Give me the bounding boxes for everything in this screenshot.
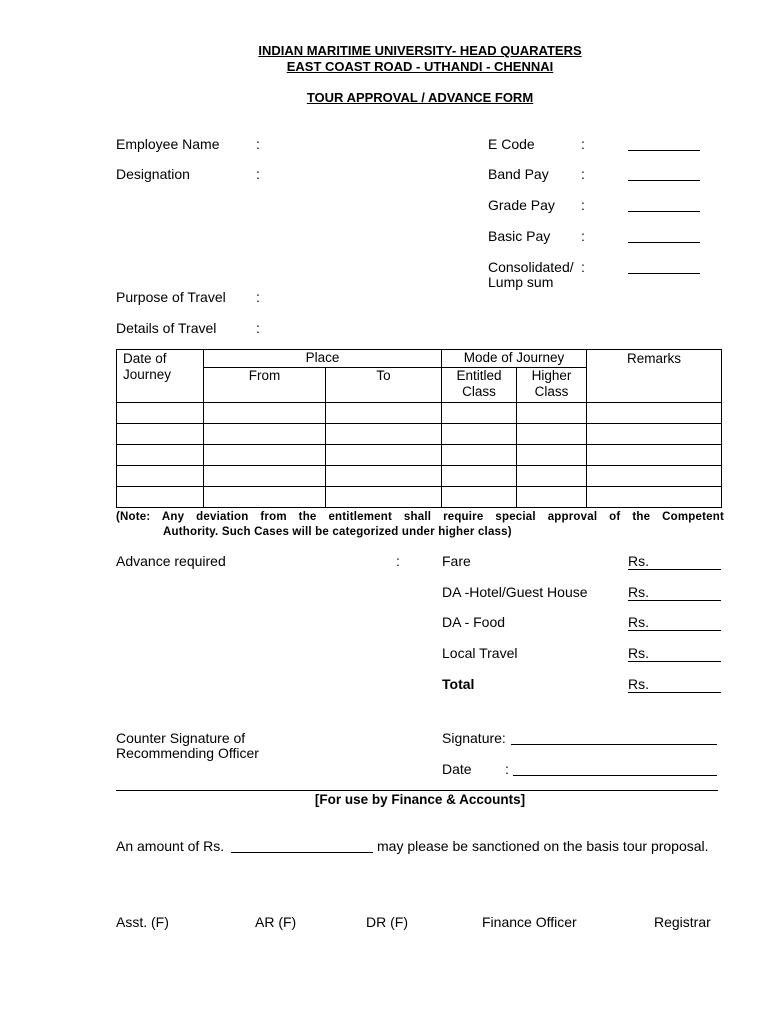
counter-signature-label: Counter Signature of (116, 730, 246, 746)
fare-amount-field: Rs. (628, 553, 721, 570)
local-travel-label: Local Travel (442, 645, 518, 661)
university-address: EAST COAST ROAD - UTHANDI - CHENNAI (286, 59, 554, 74)
grade-pay-label: Grade Pay (488, 197, 555, 213)
signatory-finance-officer: Finance Officer (482, 914, 577, 930)
band-pay-label: Band Pay (488, 166, 549, 182)
entitled-class-header: Entitled Class (442, 368, 517, 403)
da-hotel-amount-field: Rs. (628, 584, 721, 601)
employee-name-label: Employee Name (116, 136, 220, 152)
da-food-label: DA - Food (442, 614, 506, 630)
form-title: TOUR APPROVAL / ADVANCE FORM (306, 90, 534, 105)
employee-name-colon: : (256, 136, 260, 152)
advance-required-colon: : (396, 553, 400, 569)
band-pay-colon: : (581, 166, 585, 182)
band-pay-blank (628, 180, 700, 181)
signatory-ar-f: AR (F) (255, 914, 297, 930)
signature-blank (511, 744, 717, 745)
table-row (117, 445, 722, 466)
to-header: To (326, 368, 442, 403)
purpose-of-travel-label: Purpose of Travel (116, 289, 226, 305)
basic-pay-blank (628, 242, 700, 243)
grade-pay-colon: : (581, 197, 585, 213)
consolidated-colon: : (581, 259, 585, 275)
e-code-label: E Code (488, 136, 535, 152)
mode-of-journey-header: Mode of Journey (442, 350, 587, 368)
table-row (117, 466, 722, 487)
basic-pay-label: Basic Pay (488, 228, 551, 244)
table-row (117, 403, 722, 424)
total-amount-field: Rs. (628, 676, 721, 693)
total-label: Total (442, 676, 475, 692)
sanction-suffix: may please be sanctioned on the basis tour proposal. (377, 838, 709, 854)
details-of-travel-label: Details of Travel (116, 320, 217, 336)
designation-label: Designation (116, 166, 190, 182)
signatory-asst-f: Asst. (F) (116, 914, 169, 930)
recommending-officer-label: Recommending Officer (116, 745, 259, 761)
section-divider (116, 790, 718, 791)
consolidated-blank (628, 273, 700, 274)
sanction-amount-blank (231, 852, 373, 853)
grade-pay-blank (628, 211, 700, 212)
date-of-journey-header: Date of Journey (117, 350, 204, 403)
designation-colon: : (256, 166, 260, 182)
lump-sum-label: Lump sum (488, 274, 554, 290)
da-hotel-label: DA -Hotel/Guest House (442, 584, 588, 600)
advance-required-label: Advance required (116, 553, 226, 569)
remarks-header: Remarks (587, 350, 722, 403)
da-food-amount-field: Rs. (628, 614, 721, 631)
place-header: Place (204, 350, 442, 368)
purpose-of-travel-colon: : (256, 289, 260, 305)
e-code-colon: : (581, 136, 585, 152)
date-colon: : (505, 761, 509, 777)
sanction-prefix: An amount of Rs. (116, 838, 225, 854)
signatory-registrar: Registrar (654, 914, 711, 930)
consolidated-label: Consolidated/ (488, 259, 574, 275)
fare-label: Fare (442, 553, 471, 569)
date-blank (513, 775, 717, 776)
signatory-dr-f: DR (F) (366, 914, 408, 930)
basic-pay-colon: : (581, 228, 585, 244)
details-of-travel-colon: : (256, 320, 260, 336)
university-name: INDIAN MARITIME UNIVERSITY- HEAD QUARATERS (258, 43, 582, 58)
finance-accounts-heading: [For use by Finance & Accounts] (314, 792, 526, 807)
higher-class-header: Higher Class (517, 368, 587, 403)
local-travel-amount-field: Rs. (628, 645, 721, 662)
table-row (117, 424, 722, 445)
date-label: Date (442, 761, 472, 777)
entitlement-note: (Note: Any deviation from the entitlement shall require special approval of the Competent Authority. Such Cases will be categorized under higher class) (116, 511, 724, 538)
from-header: From (204, 368, 326, 403)
signature-label: Signature: (442, 730, 506, 746)
journey-table (116, 349, 722, 508)
table-row (117, 487, 722, 508)
e-code-blank (628, 150, 700, 151)
